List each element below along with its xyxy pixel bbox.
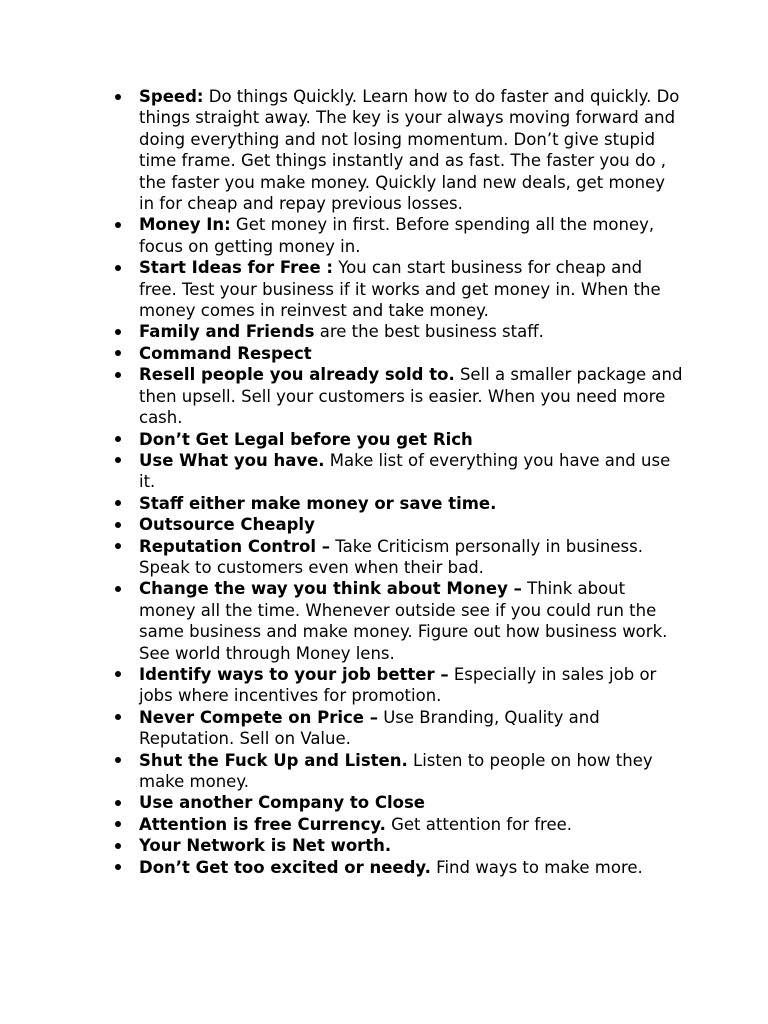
list-item	[139, 429, 684, 450]
bullet-text: Do things Quickly. Learn how to do faster and quickly. Do things straight away. The key is your always moving forward and doing everything and not losing momentum. Don’t give stupid time frame. Get things instantly and as fast. The faster you do , the faster you make money. Quickly land new deals, get money in for cheap and repay previous losses.	[139, 87, 680, 214]
list-item	[139, 343, 684, 364]
bullet-icon	[115, 800, 121, 806]
bullet-heading: Command Respect	[139, 343, 312, 363]
bullet-icon	[115, 372, 121, 378]
bullet-heading: Use another Company to Close	[139, 793, 425, 813]
bullet-text: Find ways to make more.	[430, 857, 643, 877]
bullet-icon	[115, 843, 121, 849]
list-item	[139, 814, 684, 835]
bullet-icon	[115, 586, 121, 592]
bullet-text: are the best business staff.	[314, 322, 544, 342]
bullet-heading: Money In:	[139, 215, 231, 235]
list-item	[139, 514, 684, 535]
bullet-list	[139, 86, 684, 878]
bullet-heading: Don’t Get too excited or needy.	[139, 857, 431, 877]
list-item	[139, 750, 684, 793]
list-item	[139, 450, 684, 493]
bullet-heading: Resell people you already sold to.	[139, 365, 455, 385]
bullet-text: Get attention for free.	[385, 814, 572, 834]
bullet-text: Think about money all the time. Whenever outside see if you could run the same business and make money. Figure out how business work. See world through Money lens.	[139, 579, 668, 663]
bullet-text: Listen to people on how they make money.	[139, 750, 653, 791]
list-item	[139, 792, 684, 813]
list-item	[139, 321, 684, 342]
bullet-icon	[115, 329, 121, 335]
bullet-icon	[115, 436, 121, 442]
bullet-icon	[115, 671, 121, 677]
bullet-icon	[115, 222, 121, 228]
list-item	[139, 857, 684, 878]
list-item	[139, 364, 684, 428]
bullet-icon	[115, 350, 121, 356]
bullet-text: Sell a smaller package and then upsell. Sell your customers is easier. When you need more cash.	[139, 365, 683, 428]
bullet-icon	[115, 864, 121, 870]
bullet-heading: Don’t Get Legal before you get Rich	[139, 429, 473, 449]
bullet-heading: Speed:	[139, 87, 204, 106]
list-item	[139, 707, 684, 750]
bullet-icon	[115, 457, 121, 463]
bullet-icon	[115, 265, 121, 271]
bullet-icon	[115, 500, 121, 506]
bullet-heading: Shut the Fuck Up and Listen.	[139, 750, 408, 770]
list-item	[139, 257, 684, 321]
bullet-heading: Reputation Control –	[139, 536, 331, 556]
bullet-heading: Your Network is Net worth.	[139, 836, 392, 856]
bullet-heading: Outsource Cheaply	[139, 515, 315, 535]
bullet-icon	[115, 757, 121, 763]
list-item	[139, 578, 684, 664]
list-item	[139, 493, 684, 514]
list-item	[139, 86, 684, 214]
bullet-heading: Family and Friends	[139, 322, 315, 342]
bullet-text: Use Branding, Quality and Reputation. Sell on Value.	[139, 707, 600, 749]
bullet-heading: Start Ideas for Free :	[139, 258, 333, 278]
bullet-text: You can start business for cheap and free. Test your business if it works and get money in. When the money comes in reinvest and take money.	[139, 258, 661, 321]
bullet-text: Make list of everything you have and use it.	[139, 450, 671, 492]
bullet-heading: Attention is free Currency.	[139, 814, 386, 834]
bullet-icon	[115, 522, 121, 528]
bullet-heading: Staff either make money or save time.	[139, 493, 497, 513]
list-item	[139, 536, 684, 579]
bullet-icon	[115, 543, 121, 549]
bullet-icon	[115, 821, 121, 827]
bullet-heading: Identify ways to your job better –	[139, 664, 449, 684]
list-item	[139, 835, 684, 856]
list-item	[139, 664, 684, 707]
list-item	[139, 214, 684, 257]
bullet-icon	[115, 714, 121, 720]
bullet-heading: Never Compete on Price –	[139, 707, 378, 727]
bullet-text: Get money in first. Before spending all the money, focus on getting money in.	[139, 215, 655, 256]
bullet-heading: Use What you have.	[139, 450, 325, 470]
bullet-icon	[115, 94, 121, 100]
bullet-text: Take Criticism personally in business. Speak to customers even when their bad.	[139, 536, 643, 577]
bullet-text: Especially in sales job or jobs where incentives for promotion.	[139, 664, 657, 706]
bullet-heading: Change the way you think about Money –	[139, 579, 522, 599]
